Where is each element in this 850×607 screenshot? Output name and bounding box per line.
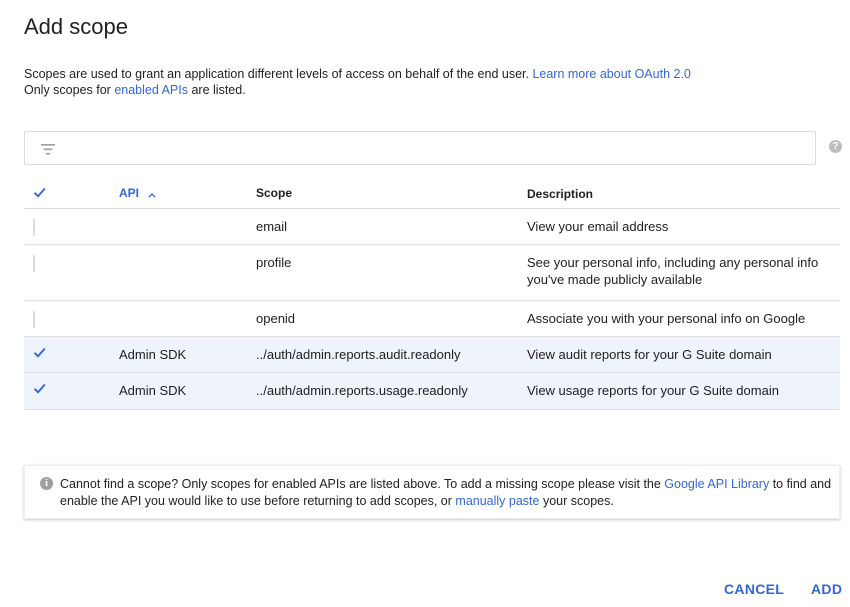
- info-banner: [24, 465, 840, 519]
- intro-text: [24, 66, 691, 98]
- row-checkbox[interactable]: [33, 220, 35, 235]
- filter-input[interactable]: [71, 136, 805, 162]
- row-scope: ../auth/admin.reports.usage.readonly: [256, 383, 468, 398]
- google-api-library-link[interactable]: Google API Library: [664, 477, 770, 491]
- row-checkbox[interactable]: [33, 256, 35, 271]
- row-scope: ../auth/admin.reports.audit.readonly: [256, 347, 461, 362]
- checkmark-icon: [33, 186, 46, 199]
- row-checkbox[interactable]: [33, 346, 46, 359]
- info-text: [60, 476, 835, 510]
- row-description: View your email address: [527, 219, 669, 234]
- info-icon: i: [40, 477, 53, 490]
- filter-bar[interactable]: [24, 131, 816, 165]
- table-row[interactable]: [24, 301, 840, 337]
- table-row[interactable]: [24, 373, 840, 410]
- help-icon[interactable]: ?: [829, 140, 842, 153]
- learn-more-oauth-link[interactable]: Learn more about OAuth 2.0: [532, 67, 691, 81]
- table-row[interactable]: [24, 209, 840, 245]
- api-column-header[interactable]: [119, 186, 156, 201]
- add-button[interactable]: ADD: [811, 581, 843, 597]
- row-scope: openid: [256, 311, 296, 326]
- row-description: View audit reports for your G Suite domain: [527, 347, 772, 362]
- row-checkbox[interactable]: [33, 312, 35, 327]
- api-column-label: API: [119, 186, 140, 200]
- sort-ascending-icon: [148, 187, 156, 201]
- checkbox-box: [33, 219, 35, 236]
- dialog-title: Add scope: [24, 14, 128, 39]
- table-header-row: [24, 176, 840, 209]
- intro-line-2: [24, 82, 691, 98]
- manually-paste-link[interactable]: manually paste: [455, 494, 540, 508]
- description-column-header: Description: [527, 187, 594, 201]
- enabled-apis-link[interactable]: enabled APIs: [114, 83, 188, 97]
- row-description: Associate you with your personal info on Google: [527, 311, 806, 326]
- scope-column-header: Scope: [256, 186, 293, 200]
- row-scope: profile: [256, 255, 292, 270]
- intro-line-1-text: Scopes are used to grant an application different levels of access on behalf of the end user.: [24, 67, 533, 81]
- table-row[interactable]: [24, 337, 840, 373]
- row-api: Admin SDK: [119, 347, 187, 362]
- select-all-checkbox[interactable]: [33, 186, 46, 199]
- row-scope: email: [256, 219, 288, 234]
- info-text-1: Cannot find a scope? Only scopes for enabled APIs are listed above. To add a missing scope please visit the: [60, 477, 665, 491]
- checkbox-box: [33, 311, 35, 328]
- checkbox-box: [33, 255, 35, 272]
- scope-table: [24, 176, 840, 410]
- intro-line-2-suffix: are listed.: [188, 83, 246, 97]
- checkmark-icon: [33, 382, 46, 395]
- row-description: View usage reports for your G Suite domain: [527, 383, 779, 398]
- info-text-3: your scopes.: [539, 494, 614, 508]
- row-checkbox[interactable]: [33, 382, 46, 395]
- checkmark-icon: [33, 346, 46, 359]
- intro-line-2-prefix: Only scopes for: [24, 83, 115, 97]
- intro-line-1: [24, 66, 691, 82]
- cancel-button[interactable]: CANCEL: [724, 581, 785, 597]
- table-row[interactable]: [24, 245, 840, 301]
- row-description: See your personal info, including any personal info you've made publicly available: [527, 255, 819, 287]
- row-api: Admin SDK: [119, 383, 187, 398]
- filter-icon: [41, 142, 55, 160]
- info-text-2: to find and enable the API you would like to use before returning to add scopes, or: [60, 477, 832, 508]
